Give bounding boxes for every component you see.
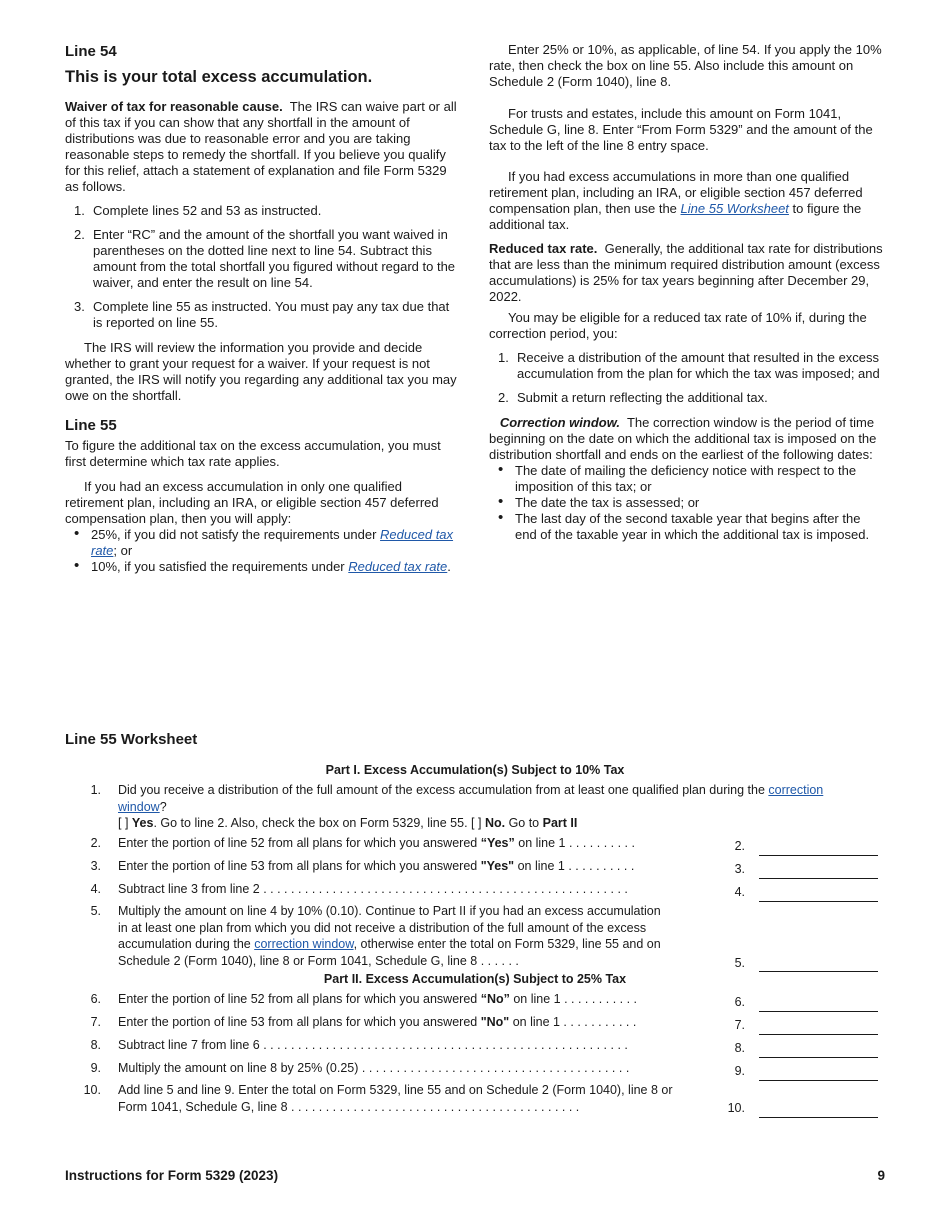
enter-rate-paragraph: Enter 25% or 10%, as applicable, of line 54. If you apply the 10% rate, then check the box on line 55. Also include this amount on Schedule 2 (Form 1040), line 8. bbox=[489, 42, 882, 89]
list-item: • The date the tax is assessed; or bbox=[489, 495, 885, 511]
left-column bbox=[65, 42, 461, 575]
line-8-entry[interactable] bbox=[759, 1041, 878, 1058]
line54-heading: Line 54 bbox=[65, 43, 117, 60]
part2-heading: Part II. Excess Accumulation(s) Subject to 25% Tax bbox=[323, 972, 627, 986]
correction-window-paragraph: Correction window. The correction window is the period of time beginning on the date on which the additional tax is imposed on the distribution shortfall and ends on the earliest of the following dates: bbox=[489, 415, 877, 462]
list-item: • 25%, if you did not satisfy the requirements under Reduced tax rate; or bbox=[65, 527, 461, 559]
line-2-entry[interactable] bbox=[759, 839, 878, 856]
line-6-entry[interactable] bbox=[759, 995, 878, 1012]
page-footer bbox=[65, 1168, 885, 1184]
waiver-label: Waiver of tax for reasonable cause. bbox=[65, 99, 283, 114]
line-4-entry[interactable] bbox=[759, 885, 878, 902]
yes-checkbox[interactable]: [ ] bbox=[118, 816, 129, 830]
list-item: • The date of mailing the deficiency notice with respect to the imposition of this tax; or bbox=[489, 463, 885, 495]
line55-worksheet-link[interactable]: Line 55 Worksheet bbox=[680, 201, 789, 216]
line-3-entry[interactable] bbox=[759, 862, 878, 879]
line-5-entry[interactable] bbox=[759, 955, 878, 972]
line55-intro: To figure the additional tax on the excess accumulation, you must first determine which tax rate applies. bbox=[65, 438, 441, 469]
multiple-plans-paragraph: If you had excess accumulations in more than one qualified retirement plan, including an IRA, or eligible section 457 deferred compensation plan, then use the Line 55 Worksheet to figure the additional tax. bbox=[489, 169, 863, 232]
rate-bullets bbox=[65, 527, 461, 575]
list-item: 3. Complete line 55 as instructed. You must pay any tax due that is reported on line 55. bbox=[74, 299, 450, 330]
part1-heading: Part I. Excess Accumulation(s) Subject to 10% Tax bbox=[325, 763, 625, 777]
footer-title: Instructions for Form 5329 (2023) bbox=[65, 1168, 279, 1183]
eligible-paragraph: You may be eligible for a reduced tax rate of 10% if, during the correction period, you: bbox=[489, 310, 867, 341]
eligible-list bbox=[489, 350, 885, 406]
list-item: • 10%, if you satisfied the requirements under Reduced tax rate. bbox=[65, 559, 461, 575]
waiver-paragraph bbox=[65, 99, 461, 195]
line-9-entry[interactable] bbox=[759, 1064, 878, 1081]
reduced-tax-rate-link[interactable]: Reduced tax rate bbox=[348, 559, 448, 574]
worksheet-title: Line 55 Worksheet bbox=[65, 731, 198, 748]
list-item: 1. Receive a distribution of the amount that resulted in the excess accumulation from the plan for which the tax was imposed; and bbox=[498, 350, 880, 381]
correction-window-label: Correction window. bbox=[499, 415, 620, 430]
reduced-rate-paragraph: Reduced tax rate. Generally, the additional tax rate for distributions that are less than the minimum required distribution amount (excess accumulations) is 25% for tax years beginning after December 29, 2022. bbox=[489, 241, 883, 304]
list-item: 2. Enter “RC” and the amount of the shortfall you want waived in parentheses on the dotted line next to line 54. Subtract this amount from the total shortfall you figured without regard to the waiver, and enter the result on line 54. bbox=[74, 227, 456, 290]
line54-subheading: This is your total excess accumulation. bbox=[65, 68, 373, 86]
one-plan-paragraph: If you had an excess accumulation in only one qualified retirement plan, including an IRA, or eligible section 457 deferred compensation plan, then you will apply: bbox=[65, 479, 439, 526]
correction-window-link[interactable]: correction window bbox=[118, 783, 824, 814]
window-bullets bbox=[489, 463, 885, 543]
reduced-rate-label: Reduced tax rate. bbox=[489, 241, 598, 256]
list-item: 1. Complete lines 52 and 53 as instructed. bbox=[74, 203, 322, 218]
page-number: 9 bbox=[877, 1168, 885, 1183]
waiver-steps-list bbox=[65, 203, 461, 331]
correction-window-link[interactable]: correction window bbox=[254, 937, 354, 951]
list-item: • The last day of the second taxable year that begins after the end of the taxable year in which the additional tax is imposed. bbox=[489, 511, 885, 543]
reduced-tax-rate-link[interactable]: Reduced tax rate bbox=[91, 527, 454, 558]
no-checkbox[interactable]: [ ] bbox=[471, 816, 482, 830]
line55-worksheet: Line 55 Worksheet Part I. Excess Accumulation(s) Subject to 10% Tax 1. Did you receive a distribution of the full amount of the excess accumulation from at least one qualified plan during the correction window? [ ] Yes. Go to line 2. Also, check the box on Form 5329, line 55. [ ] No. Go to Part II 2. Enter the portion of line 52 from all plans for which you answered “Yes” on line 1 . . . . . . . . . . 2. 3. Enter the portion of line 53 from all plans for which you answered "Yes" on line 1 . . . . . . . . . . 3. 4. Subtract line 3 from line 2 . . . . . . . . . . . . . . . . . . . . . . . . . . . . . . . . . . . . . . . . . . . . . . . . . . . . . 4. 5. Multiply the amount on line 4 by 10% (0.10). Continue to Part II if you had an excess accumulation in at least one plan from which you did not receive a distribution of the full amount of the excess accumulation during the correction window, otherwise enter the total on Form 5329, line 55 and on Schedule 2 (Form 1040), line 8 or Form 1041, Schedule G, line 8 . . . . . . 5. Part II. Excess Accumulation(s) Subject to 25% Tax 6. Enter the portion of line 52 from all plans for which you answered “No” on line 1 . . . . . . . . . . . 6. 7. Enter the portion of line 53 from all plans for which you answered "No" on line 1 . . . . . . . . . . . 7. 8. Subtract line 7 from line 6 . . . . . . . . . . . . . . . . . . . . . . . . . . . . . . . . . . . . . . . . . . . . . . . . . . . . . 8. 9. Multiply the amount on line 8 by 25% (0.25) . . . . . . . . . . . . . . . . . . . . . . . . . . . . . . . . . . . . . . . 9. 10. Add line 5 and line 9. Enter the total on Form 5329, line 55 and on Schedule 2 (Form 1040), line 8 or Form 1041, Schedule G, line 8 . . . . . . . . . . . . . . . . . . . . . . . . . . . . . . . . . . . . . . . . . . 10. bbox=[65, 730, 885, 750]
trusts-paragraph: For trusts and estates, include this amount on Form 1041, Schedule G, line 8. Enter “From Form 5329” and the amount of the tax to the left of the line 8 entry space. bbox=[489, 106, 873, 153]
line-7-entry[interactable] bbox=[759, 1018, 878, 1035]
waiver-text: The IRS can waive part or all of this tax if you can show that any shortfall in the amount of distributions was due to reasonable error and you are taking reasonable steps to remedy the shortfall. If you believe you qualify for this relief, attach a statement of explanation and file Form 5329 as follows. bbox=[65, 99, 457, 194]
line-10-entry[interactable] bbox=[759, 1101, 878, 1118]
irs-review-paragraph: The IRS will review the information you provide and decide whether to grant your request for a waiver. If your request is not granted, the IRS will notify you regarding any additional tax you may owe on the shortfall. bbox=[65, 340, 457, 403]
list-item: 2. Submit a return reflecting the additional tax. bbox=[498, 390, 768, 405]
line55-heading: Line 55 bbox=[65, 417, 117, 434]
right-column bbox=[489, 42, 885, 543]
